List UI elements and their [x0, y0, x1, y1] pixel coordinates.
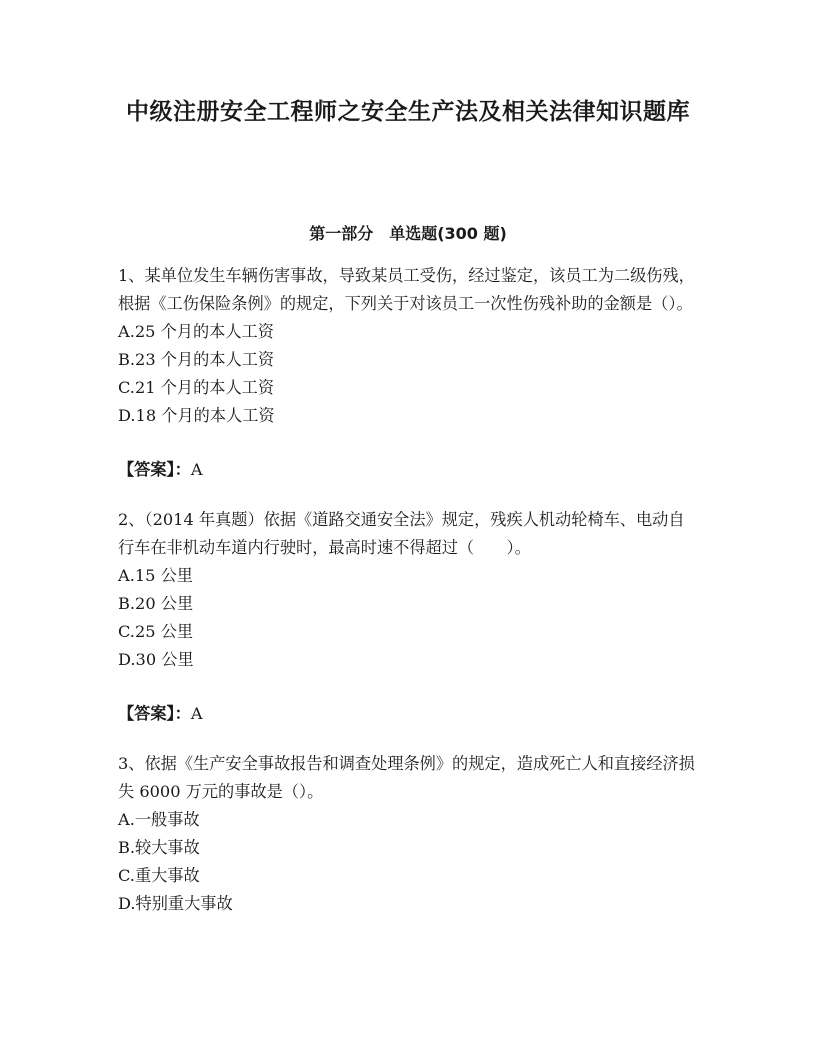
question-stem: 3、依据《生产安全事故报告和调查处理条例》的规定，造成死亡人和直接经济损失 6000 万元的事故是（）。 [118, 754, 695, 801]
answer-line [118, 700, 698, 728]
option-b: B.23 个月的本人工资 [118, 350, 275, 369]
option-a: A.15 公里 [118, 566, 193, 585]
option-c: C.重大事故 [118, 866, 200, 885]
option-c: C.21 个月的本人工资 [118, 378, 275, 397]
question-stem: 1、某单位发生车辆伤害事故，导致某员工受伤，经过鉴定，该员工为二级伤残，根据《工伤保险条例》的规定，下列关于对该员工一次性伤残补助的金额是（）。 [118, 266, 695, 313]
question-list [118, 262, 698, 918]
question-stem: 2、（2014 年真题）依据《道路交通安全法》规定，残疾人机动轮椅车、电动自行车在非机动车道内行驶时，最高时速不得超过（ ）。 [118, 510, 685, 557]
option-d: D.18 个月的本人工资 [118, 406, 275, 425]
question-2 [118, 506, 698, 728]
section-title: 第一部分 单选题(300 题) [309, 224, 507, 243]
option-a: A.25 个月的本人工资 [118, 322, 274, 341]
document-title: 中级注册安全工程师之安全生产法及相关法律知识题库 [126, 99, 690, 125]
answer-label: 【答案】： [118, 460, 191, 479]
option-a: A.一般事故 [118, 810, 200, 829]
question-3 [118, 750, 698, 918]
option-d: D.特别重大事故 [118, 894, 233, 913]
option-b: B.较大事故 [118, 838, 200, 857]
option-c: C.25 公里 [118, 622, 194, 641]
option-d: D.30 公里 [118, 650, 194, 669]
answer-label: 【答案】： [118, 704, 191, 723]
question-1 [118, 262, 698, 484]
answer-line [118, 456, 698, 484]
option-b: B.20 公里 [118, 594, 194, 613]
answer-value: A [190, 704, 203, 723]
answer-value: A [190, 460, 203, 479]
